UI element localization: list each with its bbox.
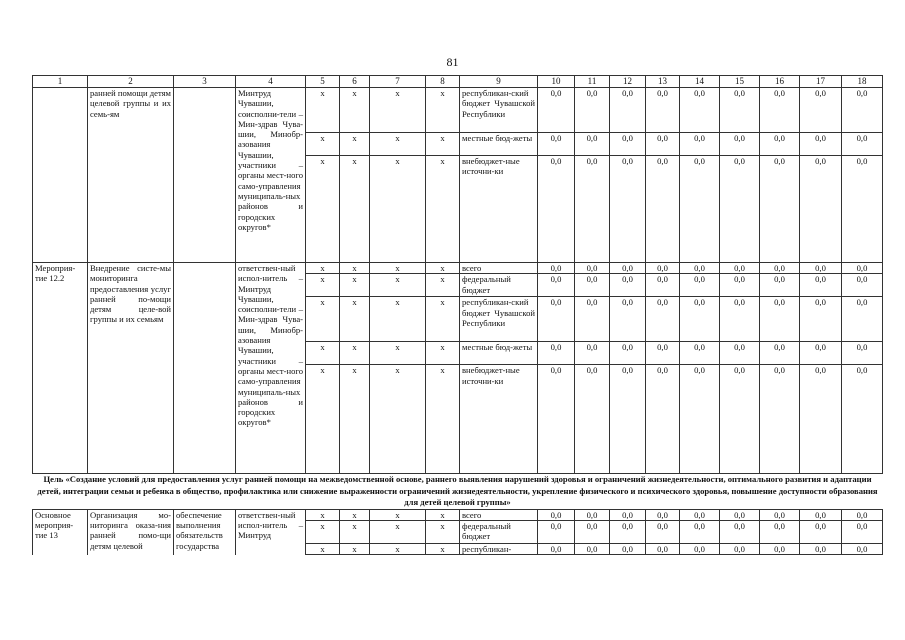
mark-cell: x (370, 342, 426, 365)
amount-cell: 0,0 (720, 88, 760, 133)
mark-cell: x (426, 133, 460, 156)
amount-cell: 0,0 (760, 133, 800, 156)
column-number: 9 (460, 76, 538, 88)
amount-cell: 0,0 (800, 88, 842, 133)
funding-source: всего (460, 509, 538, 520)
mark-cell: x (426, 297, 460, 342)
mark-cell: x (370, 274, 426, 297)
amount-cell: 0,0 (760, 342, 800, 365)
amount-cell: 0,0 (800, 509, 842, 520)
event-name: ранней помощи детям целевой группы и их семь-ям (88, 88, 174, 263)
column-number: 17 (800, 76, 842, 88)
mark-cell: x (426, 263, 460, 274)
goal-text: Цель «Создание условий для предоставления услуг ранней помощи на межведомственной основе, раннего выявления нарушений здоровья и ограничений жизнедеятельности, оптимального развития и адаптации детей, интеграции семьи и ребенка в общество, профилактика или снижение выраженности ограничений жизнедеятельности, укрепление физического и психического здоровья, повышение доступности образования для детей целевой группы» (33, 474, 883, 510)
mark-cell: x (370, 365, 426, 474)
funding-source: местные бюд-жеты (460, 342, 538, 365)
amount-cell: 0,0 (720, 133, 760, 156)
amount-cell: 0,0 (680, 156, 720, 263)
amount-cell: 0,0 (800, 544, 842, 555)
funding-row (33, 88, 883, 133)
amount-cell: 0,0 (760, 156, 800, 263)
amount-cell: 0,0 (610, 133, 646, 156)
amount-cell: 0,0 (680, 263, 720, 274)
amount-cell: 0,0 (800, 156, 842, 263)
funding-source: республикан-ский бюджет Чувашской Республики (460, 297, 538, 342)
funding-source: федеральный бюджет (460, 521, 538, 544)
mark-cell: x (340, 509, 370, 520)
executor: ответствен-ный испол-нитель – Минтруд Чувашии, соисполни-тели – Мин-здрав Чува-шии, Минобр-азования Чувашии, участники – органы мест-ного само-управления муниципаль-ных районов и городских округов* (236, 263, 306, 474)
column-number: 6 (340, 76, 370, 88)
amount-cell: 0,0 (800, 274, 842, 297)
mark-cell: x (370, 88, 426, 133)
mark-cell: x (370, 509, 426, 520)
amount-cell: 0,0 (646, 156, 680, 263)
amount-cell: 0,0 (800, 297, 842, 342)
amount-cell: 0,0 (760, 544, 800, 555)
amount-cell: 0,0 (720, 297, 760, 342)
amount-cell: 0,0 (575, 365, 610, 474)
mark-cell: x (340, 274, 370, 297)
mark-cell: x (306, 156, 340, 263)
mark-cell: x (340, 297, 370, 342)
mark-cell: x (426, 156, 460, 263)
amount-cell: 0,0 (720, 263, 760, 274)
event-goal: обеспечение выполнения обязательств государства (174, 509, 236, 555)
column-number: 2 (88, 76, 174, 88)
amount-cell: 0,0 (646, 297, 680, 342)
funding-row (33, 509, 883, 520)
column-number: 15 (720, 76, 760, 88)
amount-cell: 0,0 (760, 297, 800, 342)
amount-cell: 0,0 (800, 263, 842, 274)
amount-cell: 0,0 (575, 133, 610, 156)
amount-cell: 0,0 (800, 521, 842, 544)
column-number: 16 (760, 76, 800, 88)
amount-cell: 0,0 (538, 274, 575, 297)
amount-cell: 0,0 (646, 521, 680, 544)
funding-row (33, 263, 883, 274)
amount-cell: 0,0 (646, 544, 680, 555)
amount-cell: 0,0 (680, 342, 720, 365)
amount-cell: 0,0 (610, 544, 646, 555)
event-name: Организация мо-ниторинга оказа-ния ранней помо-щи детям целевой (88, 509, 174, 555)
amount-cell: 0,0 (646, 342, 680, 365)
page-number: 81 (446, 55, 459, 69)
mark-cell: x (370, 263, 426, 274)
amount-cell: 0,0 (646, 263, 680, 274)
mark-cell: x (426, 365, 460, 474)
amount-cell: 0,0 (575, 342, 610, 365)
amount-cell: 0,0 (610, 365, 646, 474)
budget-table (32, 75, 883, 555)
amount-cell: 0,0 (720, 365, 760, 474)
amount-cell: 0,0 (646, 509, 680, 520)
column-number: 4 (236, 76, 306, 88)
mark-cell: x (426, 274, 460, 297)
mark-cell: x (426, 544, 460, 555)
funding-source: федеральный бюджет (460, 274, 538, 297)
amount-cell: 0,0 (760, 521, 800, 544)
amount-cell: 0,0 (538, 342, 575, 365)
mark-cell: x (370, 156, 426, 263)
amount-cell: 0,0 (842, 544, 883, 555)
amount-cell: 0,0 (842, 88, 883, 133)
amount-cell: 0,0 (538, 156, 575, 263)
amount-cell: 0,0 (680, 297, 720, 342)
mark-cell: x (370, 133, 426, 156)
mark-cell: x (426, 88, 460, 133)
executor: ответствен-ный испол-нитель – Минтруд (236, 509, 306, 555)
amount-cell: 0,0 (575, 274, 610, 297)
amount-cell: 0,0 (680, 133, 720, 156)
column-number: 12 (610, 76, 646, 88)
amount-cell: 0,0 (680, 274, 720, 297)
amount-cell: 0,0 (842, 365, 883, 474)
mark-cell: x (306, 297, 340, 342)
funding-source: республикан-ский бюджет Чувашской Республики (460, 88, 538, 133)
amount-cell: 0,0 (610, 509, 646, 520)
mark-cell: x (306, 274, 340, 297)
mark-cell: x (426, 509, 460, 520)
amount-cell: 0,0 (720, 342, 760, 365)
mark-cell: x (370, 297, 426, 342)
mark-cell: x (306, 342, 340, 365)
goal-row (33, 474, 883, 510)
amount-cell: 0,0 (842, 156, 883, 263)
amount-cell: 0,0 (538, 297, 575, 342)
header-row (33, 76, 883, 88)
amount-cell: 0,0 (842, 263, 883, 274)
amount-cell: 0,0 (538, 88, 575, 133)
column-number: 3 (174, 76, 236, 88)
column-number: 11 (575, 76, 610, 88)
amount-cell: 0,0 (538, 365, 575, 474)
event-code: Мероприя-тие 12.2 (33, 263, 88, 474)
amount-cell: 0,0 (610, 156, 646, 263)
mark-cell: x (340, 133, 370, 156)
mark-cell: x (340, 521, 370, 544)
mark-cell: x (340, 342, 370, 365)
column-number: 1 (33, 76, 88, 88)
amount-cell: 0,0 (800, 133, 842, 156)
mark-cell: x (370, 521, 426, 544)
column-number: 5 (306, 76, 340, 88)
amount-cell: 0,0 (720, 544, 760, 555)
amount-cell: 0,0 (720, 509, 760, 520)
amount-cell: 0,0 (842, 521, 883, 544)
column-number: 13 (646, 76, 680, 88)
mark-cell: x (306, 88, 340, 133)
amount-cell: 0,0 (720, 156, 760, 263)
amount-cell: 0,0 (760, 263, 800, 274)
amount-cell: 0,0 (842, 133, 883, 156)
amount-cell: 0,0 (538, 509, 575, 520)
amount-cell: 0,0 (646, 133, 680, 156)
amount-cell: 0,0 (680, 88, 720, 133)
amount-cell: 0,0 (538, 263, 575, 274)
amount-cell: 0,0 (575, 156, 610, 263)
amount-cell: 0,0 (610, 297, 646, 342)
amount-cell: 0,0 (610, 263, 646, 274)
amount-cell: 0,0 (538, 521, 575, 544)
amount-cell: 0,0 (575, 88, 610, 133)
amount-cell: 0,0 (538, 133, 575, 156)
event-code: Основное мероприя-тие 13 (33, 509, 88, 555)
column-number: 10 (538, 76, 575, 88)
mark-cell: x (306, 509, 340, 520)
amount-cell: 0,0 (800, 365, 842, 474)
amount-cell: 0,0 (680, 365, 720, 474)
amount-cell: 0,0 (575, 509, 610, 520)
executor: Минтруд Чувашии, соисполни-тели – Мин-здрав Чува-шии, Минобр-азования Чувашии, участники – органы мест-ного само-управления муниципаль-ных районов и городских округов* (236, 88, 306, 263)
amount-cell: 0,0 (842, 342, 883, 365)
amount-cell: 0,0 (760, 509, 800, 520)
amount-cell: 0,0 (800, 342, 842, 365)
amount-cell: 0,0 (680, 544, 720, 555)
amount-cell: 0,0 (842, 297, 883, 342)
amount-cell: 0,0 (610, 342, 646, 365)
amount-cell: 0,0 (646, 88, 680, 133)
amount-cell: 0,0 (646, 274, 680, 297)
column-number: 8 (426, 76, 460, 88)
funding-source: местные бюд-жеты (460, 133, 538, 156)
event-name: Внедрение систе-мы мониторинга предоставления услуг ранней по-мощи детям целе-вой группы и их семьям (88, 263, 174, 474)
mark-cell: x (306, 365, 340, 474)
mark-cell: x (340, 263, 370, 274)
amount-cell: 0,0 (760, 365, 800, 474)
mark-cell: x (306, 544, 340, 555)
mark-cell: x (340, 156, 370, 263)
amount-cell: 0,0 (575, 263, 610, 274)
mark-cell: x (340, 88, 370, 133)
amount-cell: 0,0 (575, 521, 610, 544)
amount-cell: 0,0 (575, 544, 610, 555)
funding-source: внебюджет-ные источни-ки (460, 365, 538, 474)
amount-cell: 0,0 (610, 274, 646, 297)
amount-cell: 0,0 (610, 521, 646, 544)
column-number: 18 (842, 76, 883, 88)
amount-cell: 0,0 (720, 274, 760, 297)
amount-cell: 0,0 (720, 521, 760, 544)
mark-cell: x (426, 521, 460, 544)
amount-cell: 0,0 (680, 509, 720, 520)
amount-cell: 0,0 (610, 88, 646, 133)
funding-source: республикан- (460, 544, 538, 555)
mark-cell: x (340, 365, 370, 474)
amount-cell: 0,0 (842, 274, 883, 297)
amount-cell: 0,0 (760, 274, 800, 297)
mark-cell: x (370, 544, 426, 555)
mark-cell: x (306, 521, 340, 544)
column-number: 7 (370, 76, 426, 88)
amount-cell: 0,0 (680, 521, 720, 544)
mark-cell: x (306, 133, 340, 156)
mark-cell: x (426, 342, 460, 365)
funding-source: всего (460, 263, 538, 274)
amount-cell: 0,0 (760, 88, 800, 133)
amount-cell: 0,0 (646, 365, 680, 474)
amount-cell: 0,0 (575, 297, 610, 342)
amount-cell: 0,0 (538, 544, 575, 555)
event-goal (174, 88, 236, 263)
mark-cell: x (306, 263, 340, 274)
event-goal (174, 263, 236, 474)
column-number: 14 (680, 76, 720, 88)
amount-cell: 0,0 (842, 509, 883, 520)
funding-source: внебюджет-ные источни-ки (460, 156, 538, 263)
mark-cell: x (340, 544, 370, 555)
event-code (33, 88, 88, 263)
